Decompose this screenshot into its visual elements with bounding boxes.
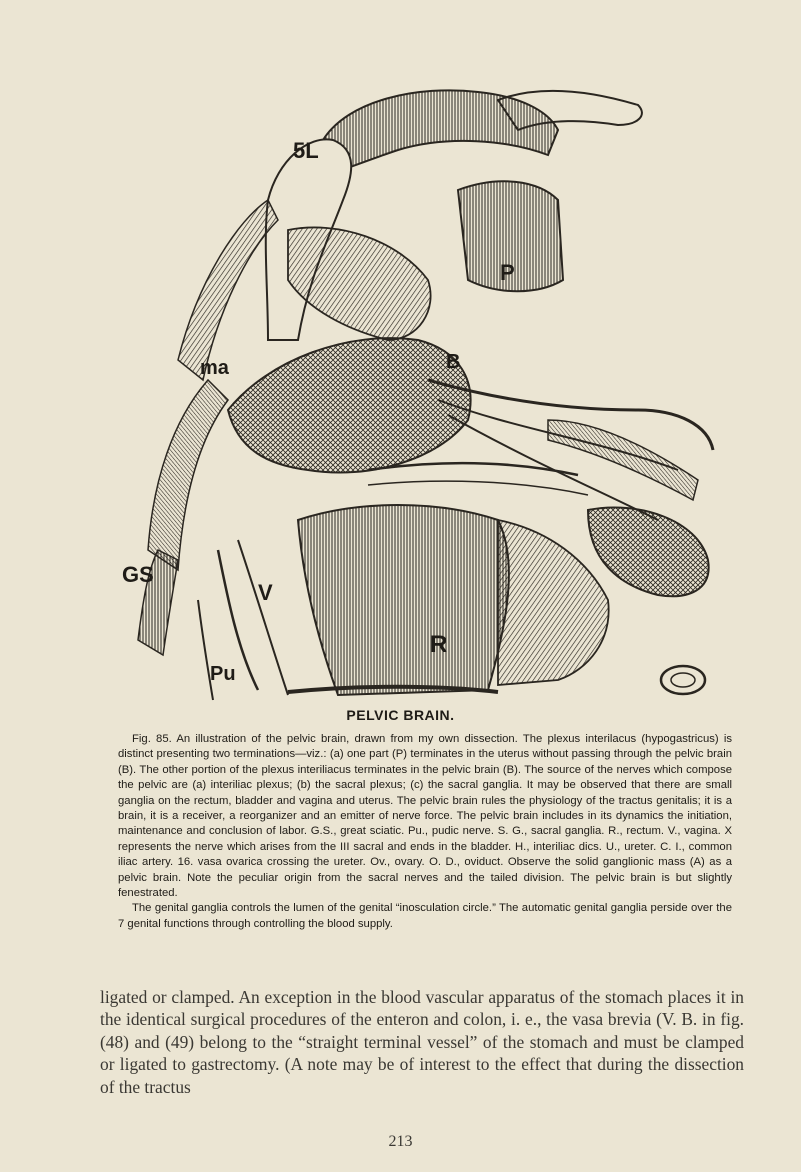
label-b: B — [446, 351, 461, 373]
figure-title: PELVIC BRAIN. — [346, 707, 455, 723]
caption-paragraph: The genital ganglia controls the lumen of the genital “inosculation circle.” The automatic genital ganglia perside over the 7 genital functions through controlling the blood supply. — [118, 902, 732, 930]
label-pu: Pu — [210, 663, 236, 685]
pelvic-brain-illustration — [118, 80, 718, 708]
label-r: R — [430, 631, 448, 658]
label-sl: 5L — [293, 138, 319, 163]
label-v: V — [258, 580, 273, 605]
page-number: 213 — [388, 1133, 413, 1150]
anatomical-drawing — [118, 80, 718, 708]
body-text: ligated or clamped. An exception in the blood vascular apparatus of the stomach places it in the identical surgical procedures of the enteron and colon, i. e., the vasa brevia (V. B. in fig. (48) and (49) belong to the “straight terminal vessel” of the stomach and must be clamped or ligated to gastrectomy. (A note may be of interest to the effect that during the dissection of the tractus — [100, 987, 744, 1097]
label-gs: GS — [122, 562, 154, 587]
caption-paragraph: Fig. 85. An illustration of the pelvic brain, drawn from my own dissection. The plexus interilacus (hypogastricus) is distinct presenting two terminations—viz.: (a) one part (P) terminates in the uterus without passing through the pelvic brain (B). The other portion of the plexus interiliacus terminates in the pelvic brain (B). The source of the nerves which compose the pelvic are (a) interiliac plexus; (b) the sacral plexus; (c) the sacral ganglia. It may be observed that there are small ganglia on the rectum, bladder and vagina and uterus. The pelvic brain rules the physiology of the tractus genitalis; it is a brain, it is a receiver, a reorganizer and an emitter of nerve force. The pelvic brain includes in its dynamics the initiation, maintenance and conclusion of labor. G.S., great sciatic. Pu., pudic nerve. S. G., sacral ganglia. R., rectum. V., vagina. X represents the nerve which arises from the III sacral and ends in the bladder. H., interiliac dics. U., ureter. C. I., common iliac artery. 16. vasa ovarica crossing the ureter. Ov., ovary. O. D., oviduct. Observe the solid ganglionic mass (A) as a pelvic brain. Note the peculiar origin from the sacral nerves and the tailed division. The pelvic brain is but slightly fenestrated. — [118, 733, 732, 900]
figure-caption — [118, 732, 732, 932]
sacrum-shape — [323, 90, 558, 175]
label-p: P — [500, 260, 515, 285]
label-ma: ma — [200, 357, 229, 379]
